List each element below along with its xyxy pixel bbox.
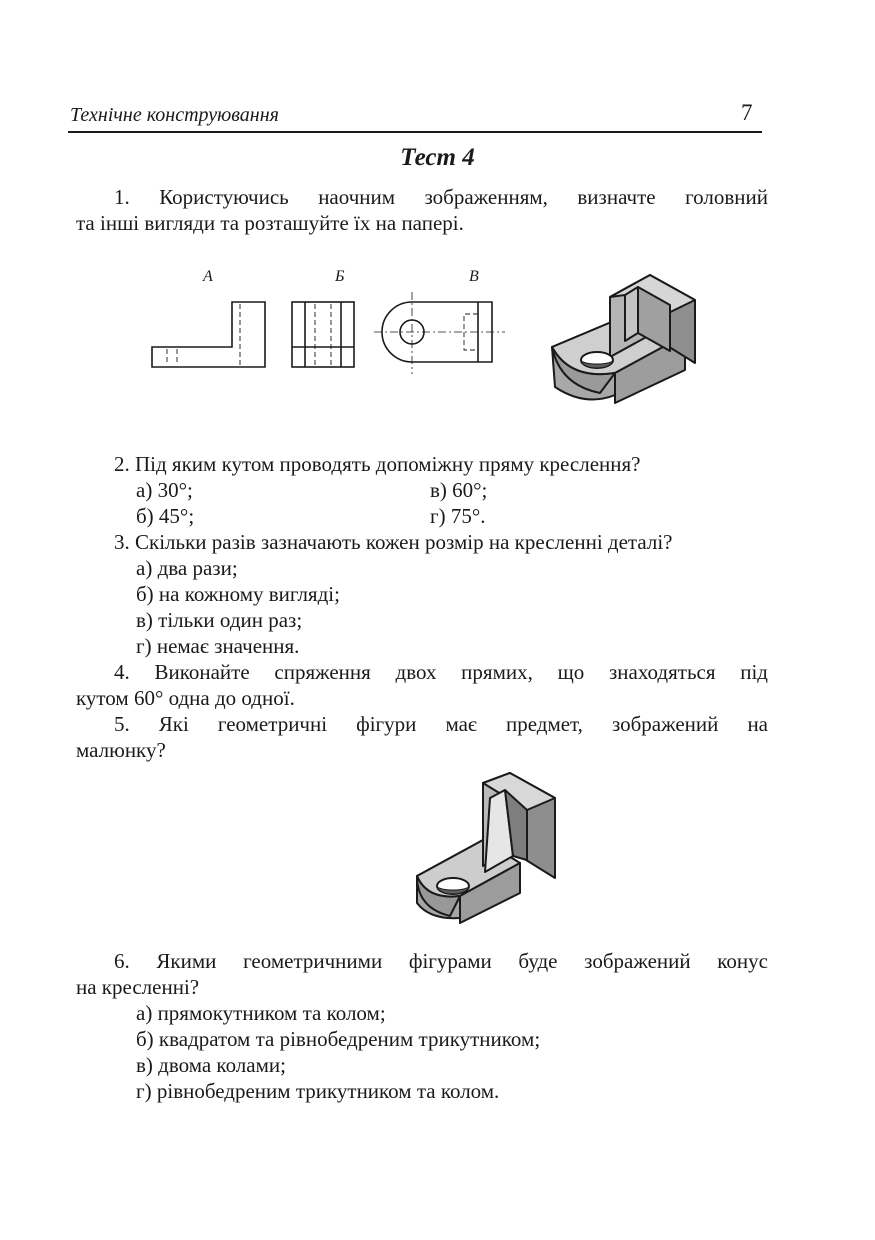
question-1-line-2: та інші вигляди та розташуйте їх на папері.: [76, 211, 464, 235]
question-3: [76, 529, 768, 555]
question-6-option-b: б) квадратом та рівнобедреним трикутником;: [136, 1027, 541, 1051]
question-2-option-b: б) 45°;: [136, 504, 195, 528]
question-5-line-2: малюнку?: [76, 738, 166, 762]
question-2-option-v: в) 60°;: [430, 478, 488, 502]
view-label-a: А: [203, 268, 213, 285]
question-3-option-g: г) немає значення.: [136, 634, 300, 658]
question-5-line-1: 5. Які геометричні фігури має предмет, зображений на: [114, 712, 768, 736]
question-5: [76, 711, 768, 763]
question-1: [76, 184, 768, 236]
question-3-text: 3. Скільки разів зазначають кожен розмір на кресленні деталі?: [114, 530, 673, 554]
question-2-text: 2. Під яким кутом проводять допоміжну пряму креслення?: [114, 452, 641, 476]
question-6-line-1: 6. Якими геометричними фігурами буде зображений конус: [114, 949, 768, 973]
question-3-option-b: б) на кожному вигляді;: [136, 582, 340, 606]
question-3-option-a: а) два рази;: [136, 556, 238, 580]
question-1-line-1: 1. Користуючись наочним зображенням, визначте головний: [114, 185, 768, 209]
question-4: [76, 659, 768, 711]
view-b-drawing: [285, 295, 365, 375]
view-label-b: Б: [335, 268, 345, 285]
isometric-part-1-drawing: [540, 255, 715, 430]
view-a-drawing: [145, 295, 275, 375]
question-6-option-g: г) рівнобедреним трикутником та колом.: [136, 1079, 500, 1103]
running-title: Технічне конструювання: [70, 104, 279, 126]
question-4-line-1: 4. Виконайте спряження двох прямих, що знаходяться під: [114, 660, 768, 684]
view-v-drawing: [370, 290, 510, 380]
question-6: [76, 948, 768, 1000]
question-6-line-2: на кресленні?: [76, 975, 200, 999]
isometric-part-2-drawing: [405, 768, 575, 938]
view-label-v: В: [469, 268, 479, 285]
question-4-line-2: кутом 60° одна до одної.: [76, 686, 295, 710]
question-2-option-g: г) 75°.: [430, 504, 486, 528]
question-2: [76, 451, 768, 477]
page-number: 7: [741, 100, 753, 125]
header-rule: [68, 131, 762, 133]
test-title: Тест 4: [400, 144, 475, 171]
question-6-option-a: а) прямокутником та колом;: [136, 1001, 386, 1025]
question-3-option-v: в) тільки один раз;: [136, 608, 303, 632]
question-6-option-v: в) двома колами;: [136, 1053, 286, 1077]
question-2-option-a: а) 30°;: [136, 478, 193, 502]
